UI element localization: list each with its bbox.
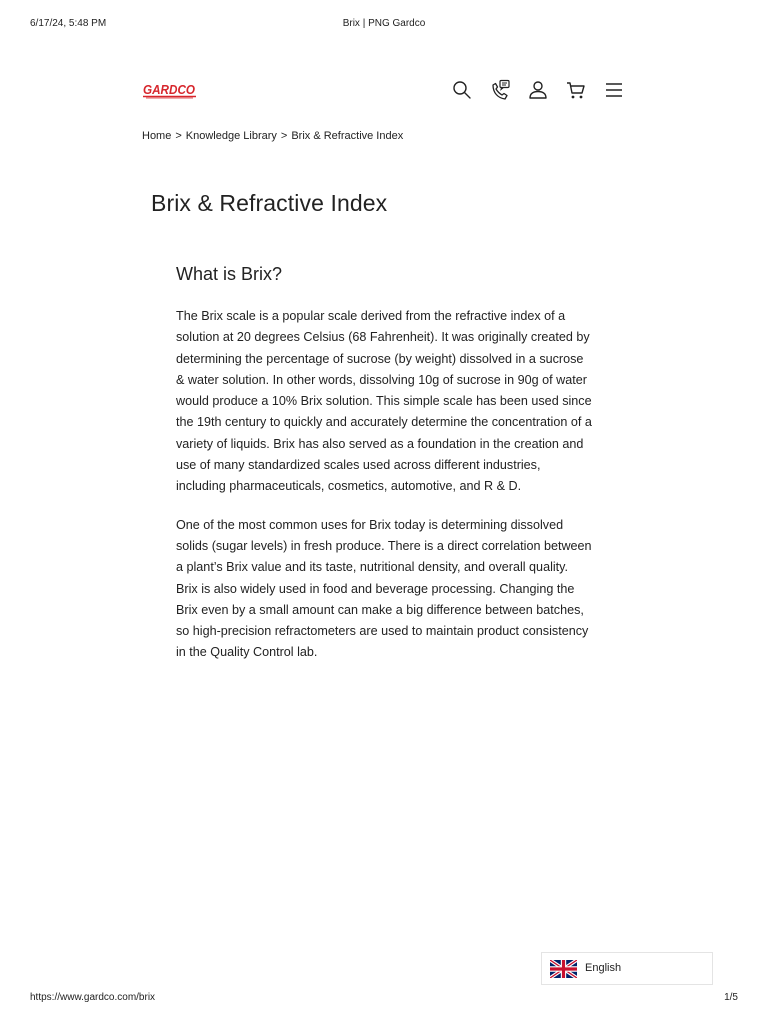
language-label: English xyxy=(585,962,622,974)
cart-icon[interactable] xyxy=(564,78,588,102)
breadcrumb xyxy=(142,130,403,142)
paragraph-brix-uses: One of the most common uses for Brix today is determining dissolved solids (sugar levels) in fresh produce. There is a direct correlation between a plant’s Brix value and its taste, nutritional density, and overall quality. Brix is also widely used in food and beverage processing. Changing the Brix even by a small amount can make a big difference between batches, so high-precision refractometers are used to maintain product consistency in the Quality Control lab. xyxy=(176,517,592,660)
breadcrumb-home[interactable]: Home xyxy=(142,130,172,142)
breadcrumb-separator: > xyxy=(175,130,182,142)
print-page-title: Brix | PNG Gardco xyxy=(342,18,426,29)
menu-icon[interactable] xyxy=(602,78,626,102)
print-timestamp: 6/17/24, 5:48 PM xyxy=(30,18,107,29)
site-header xyxy=(142,76,626,104)
article-body xyxy=(176,306,592,681)
print-header xyxy=(30,18,738,32)
paragraph-brix-scale: The Brix scale is a popular scale derived from the refractive index of a solution at 20 degrees Celsius (68 Fahrenheit). It was originally created by determining the percentage of sucrose (by weight) dissolved in a sucrose & water solution. In other words, dissolving 10g of sucrose in 90g of water would produce a 10% Brix solution. This simple scale has been used since the 19th century to quickly and accurately determine the concentration of a variety of liquids. Brix has also served as a foundation in the creation and use of many standardized scales used across different industries, including pharmaceuticals, cosmetics, automotive, and R & D. xyxy=(176,309,592,494)
section-title: What is Brix? xyxy=(176,264,283,284)
search-icon[interactable] xyxy=(450,78,474,102)
breadcrumb-current: Brix & Refractive Index xyxy=(291,130,404,142)
print-page-number: 1/5 xyxy=(724,992,738,1003)
language-selector[interactable] xyxy=(541,952,713,985)
gardco-logo[interactable] xyxy=(142,81,197,99)
breadcrumb-knowledge-library[interactable]: Knowledge Library xyxy=(185,130,277,142)
page-title: Brix & Refractive Index xyxy=(151,190,388,216)
print-url: https://www.gardco.com/brix xyxy=(30,992,156,1003)
header-icons xyxy=(450,78,626,102)
gardco-logo-icon xyxy=(142,81,197,99)
uk-flag-icon xyxy=(550,960,577,978)
print-footer xyxy=(30,992,738,1006)
breadcrumb-separator: > xyxy=(280,130,288,142)
logo-text: GARDCO xyxy=(143,82,195,97)
user-icon[interactable] xyxy=(526,78,550,102)
phone-chat-icon[interactable] xyxy=(488,78,512,102)
